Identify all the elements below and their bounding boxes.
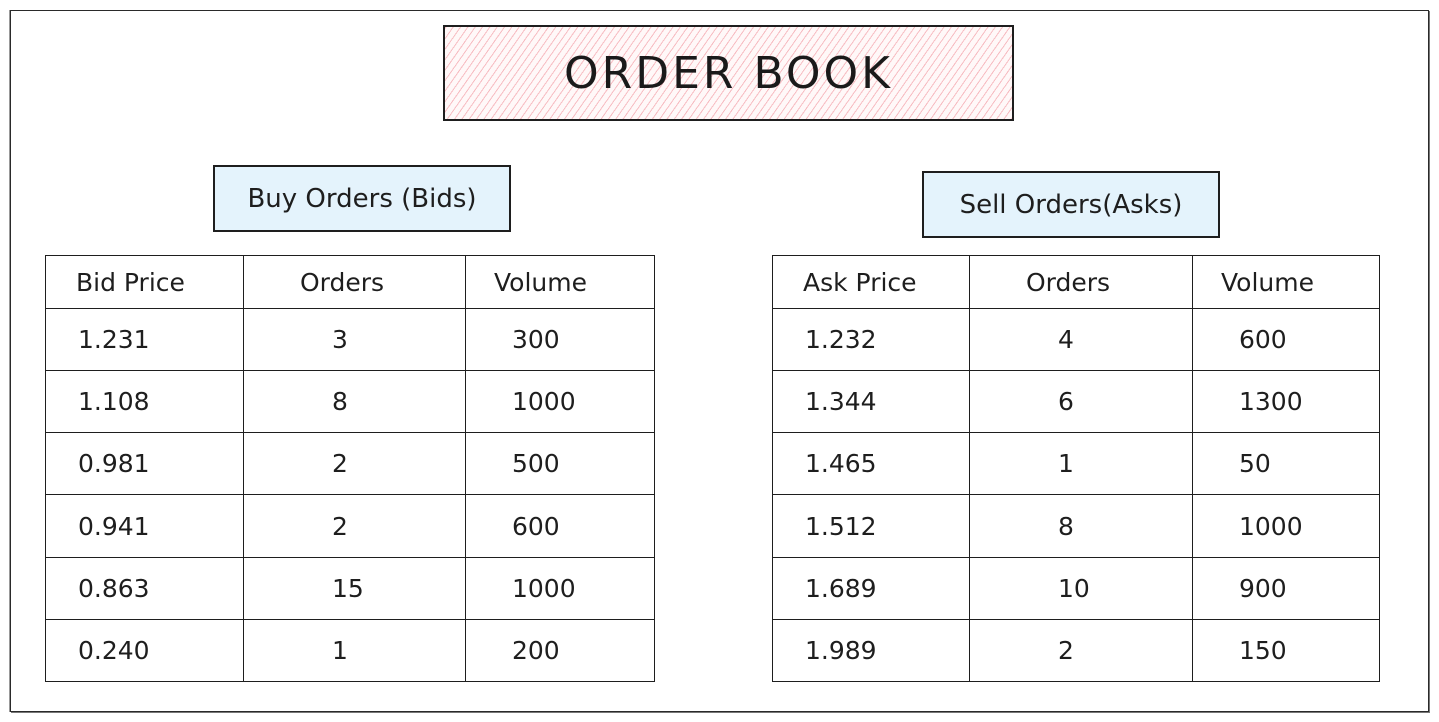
bids-table (45, 255, 655, 682)
bid-price-cell: 0.863 (46, 557, 244, 619)
ask-volume-cell: 600 (1193, 309, 1380, 371)
bid-price-cell: 0.981 (46, 433, 244, 495)
bid-volume-cell: 1000 (466, 557, 655, 619)
bid-volume-header: Volume (466, 256, 655, 309)
table-header-row (46, 256, 655, 309)
ask-orders-cell: 1 (970, 433, 1193, 495)
ask-volume-header: Volume (1193, 256, 1380, 309)
ask-volume-cell: 900 (1193, 557, 1380, 619)
bid-volume-cell: 600 (466, 495, 655, 557)
title-box (443, 25, 1014, 121)
bid-orders-cell: 2 (244, 495, 466, 557)
ask-orders-header: Orders (970, 256, 1193, 309)
bid-price-cell: 1.108 (46, 371, 244, 433)
ask-orders-cell: 4 (970, 309, 1193, 371)
table-row (773, 619, 1380, 681)
asks-table (772, 255, 1380, 682)
bid-price-cell: 0.240 (46, 619, 244, 681)
table-row (46, 557, 655, 619)
bids-section-label: Buy Orders (Bids) (213, 165, 511, 232)
ask-price-cell: 1.344 (773, 371, 970, 433)
table-header-row (773, 256, 1380, 309)
ask-volume-cell: 1000 (1193, 495, 1380, 557)
asks-section-label: Sell Orders(Asks) (922, 171, 1220, 238)
bid-orders-cell: 15 (244, 557, 466, 619)
ask-orders-cell: 10 (970, 557, 1193, 619)
table-row (46, 619, 655, 681)
ask-volume-cell: 50 (1193, 433, 1380, 495)
table-row (773, 309, 1380, 371)
ask-orders-cell: 2 (970, 619, 1193, 681)
ask-orders-cell: 8 (970, 495, 1193, 557)
bid-price-cell: 0.941 (46, 495, 244, 557)
bid-orders-cell: 2 (244, 433, 466, 495)
table-row (46, 371, 655, 433)
ask-volume-cell: 1300 (1193, 371, 1380, 433)
table-row (773, 433, 1380, 495)
bid-orders-header: Orders (244, 256, 466, 309)
bid-orders-cell: 1 (244, 619, 466, 681)
ask-price-cell: 1.465 (773, 433, 970, 495)
table-row (46, 309, 655, 371)
bid-price-header: Bid Price (46, 256, 244, 309)
table-row (773, 495, 1380, 557)
bid-volume-cell: 300 (466, 309, 655, 371)
table-row (773, 557, 1380, 619)
ask-price-header: Ask Price (773, 256, 970, 309)
ask-price-cell: 1.232 (773, 309, 970, 371)
bid-volume-cell: 500 (466, 433, 655, 495)
ask-price-cell: 1.989 (773, 619, 970, 681)
ask-volume-cell: 150 (1193, 619, 1380, 681)
table-row (46, 433, 655, 495)
ask-orders-cell: 6 (970, 371, 1193, 433)
bid-orders-cell: 3 (244, 309, 466, 371)
table-row (46, 495, 655, 557)
page-title: ORDER BOOK (564, 47, 893, 99)
bid-volume-cell: 1000 (466, 371, 655, 433)
table-row (773, 371, 1380, 433)
bid-volume-cell: 200 (466, 619, 655, 681)
bid-price-cell: 1.231 (46, 309, 244, 371)
bid-orders-cell: 8 (244, 371, 466, 433)
ask-price-cell: 1.689 (773, 557, 970, 619)
ask-price-cell: 1.512 (773, 495, 970, 557)
